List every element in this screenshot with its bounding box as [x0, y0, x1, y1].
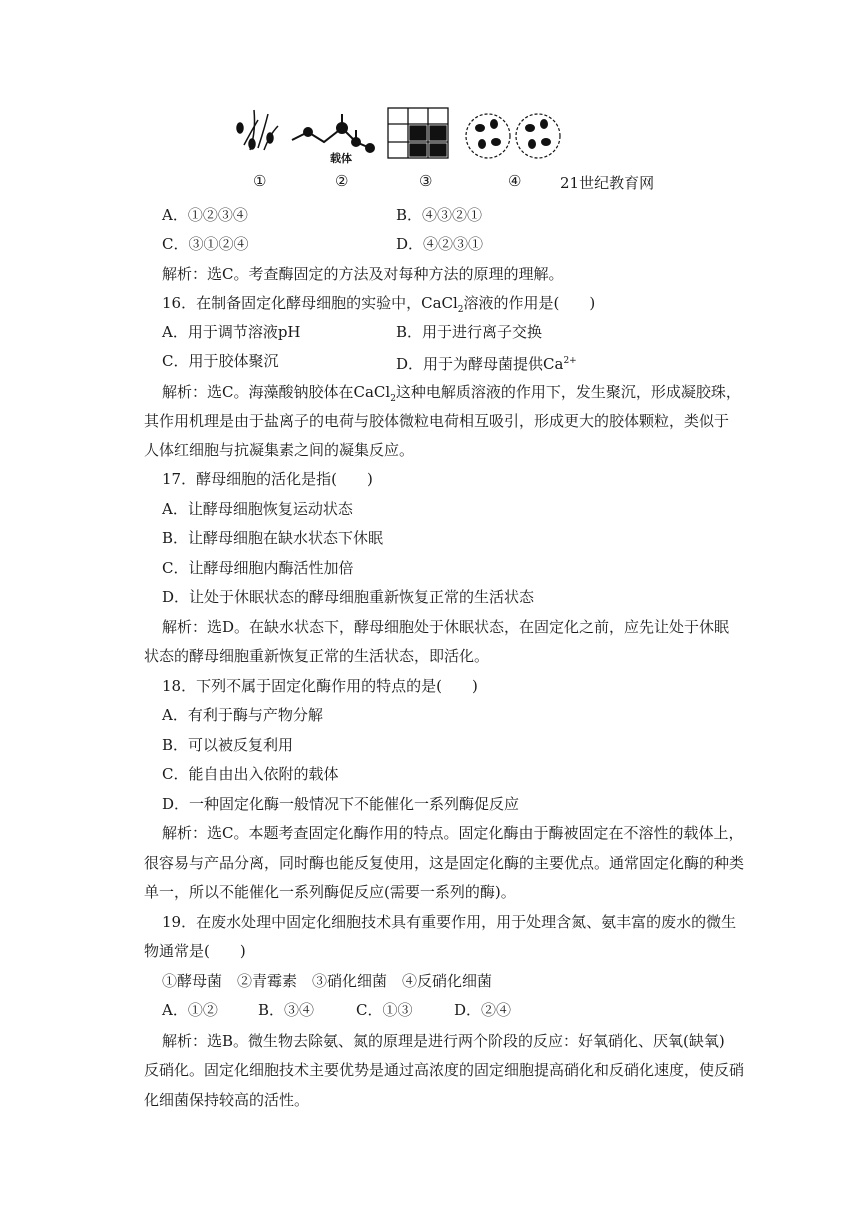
q19-items: ①酵母菌 ②青霉素 ③硝化细菌 ④反硝化细菌	[162, 972, 493, 990]
figure-label-4: ④	[508, 172, 522, 190]
q17-stem: 17．酵母细胞的活化是指( )	[162, 470, 373, 488]
q15-analysis: 解析：选C。考查酶固定的方法及对每种方法的原理的理解。	[162, 265, 564, 283]
q16-option-d: D．用于为酵母菌提供$Ca^{2+}$	[396, 355, 577, 373]
q17-analysis-line2: 状态的酵母细胞重新恢复正常的生活状态，即活化。	[144, 647, 490, 665]
q19-analysis-line1: 解析：选B。微生物去除氨、氮的原理是进行两个阶段的反应：好氧硝化、厌氧(缺氧)	[162, 1032, 725, 1050]
carrier-label: 载体	[330, 152, 352, 165]
q18-option-b: B．可以被反复利用	[162, 736, 294, 754]
figure-label-1: ①	[253, 172, 267, 190]
q16-analysis-line1: 解析：选C。海藻酸钠胶体在CaCl$_2$这种电解质溶液的作用下，发生聚沉，形成凝胶珠，	[162, 383, 741, 404]
q16-analysis-line2: 其作用机理是由于盐离子的电荷与胶体微粒电荷相互吸引，形成更大的胶体颗粒，类似于	[144, 412, 730, 430]
q16-option-b: B．用于进行离子交换	[396, 323, 543, 341]
q17-option-c: C．让酵母细胞内酶活性加倍	[162, 559, 354, 577]
q19-option-d: D．②④	[454, 1001, 512, 1019]
q18-analysis-line2: 很容易与产品分离，同时酶也能反复使用，这是固定化酶的主要优点。通常固定化酶的种类	[144, 854, 745, 872]
enzyme-immobilization-figure	[230, 100, 570, 180]
q16-option-c: C．用于胶体聚沉	[162, 352, 279, 370]
q19-analysis-line2: 反硝化。固定化细胞技术主要优势是通过高浓度的固定细胞提高硝化和反硝化速度，使反硝	[144, 1061, 745, 1079]
q17-option-d: D．让处于休眠状态的酵母细胞重新恢复正常的生活状态	[162, 588, 535, 606]
q18-option-d: D．一种固定化酶一般情况下不能催化一系列酶促反应	[162, 795, 520, 813]
q19-option-b: B．③④	[258, 1001, 315, 1019]
q19-stem-line2: 物通常是( )	[144, 942, 246, 960]
q18-option-a: A．有利于酶与产物分解	[162, 706, 323, 724]
q18-stem: 18．下列不属于固定化酶作用的特点的是( )	[162, 677, 478, 695]
q15-option-d: D．④②③①	[396, 235, 484, 253]
figure-label-3: ③	[419, 172, 433, 190]
q19-option-c: C．①③	[356, 1001, 413, 1019]
q16-option-a: A．用于调节溶液pH	[162, 323, 301, 341]
figure-label-2: ②	[335, 172, 349, 190]
q18-option-c: C．能自由出入依附的载体	[162, 765, 339, 783]
method-1-drawing	[237, 110, 278, 150]
method-3-drawing	[388, 108, 448, 158]
q16-analysis-line3: 人体红细胞与抗凝集素之间的凝集反应。	[144, 441, 415, 459]
q17-analysis-line1: 解析：选D。在缺水状态下，酵母细胞处于休眠状态，在固定化之前，应先让处于休眠	[162, 618, 730, 636]
q16-stem: 16．在制备固定化酵母细胞的实验中，CaCl$_2$溶液的作用是( )	[162, 294, 596, 315]
q18-analysis-line3: 单一，所以不能催化一系列酶促反应(需要一系列的酶)。	[144, 883, 516, 901]
q19-analysis-line3: 化细菌保持较高的活性。	[144, 1091, 310, 1109]
q19-stem-line1: 19．在废水处理中固定化细胞技术具有重要作用，用于处理含氮、氨丰富的废水的微生	[162, 913, 737, 931]
method-4-drawing	[466, 114, 560, 158]
q17-option-b: B．让酵母细胞在缺水状态下休眠	[162, 529, 384, 547]
q15-option-b: B．④③②①	[396, 206, 483, 224]
q15-option-a: A．①②③④	[162, 206, 248, 224]
q17-option-a: A．让酵母细胞恢复运动状态	[162, 500, 353, 518]
watermark: 21世纪教育网	[560, 174, 655, 192]
method-2-drawing	[292, 114, 374, 152]
q15-option-c: C．③①②④	[162, 235, 249, 253]
q18-analysis-line1: 解析：选C。本题考查固定化酶作用的特点。固定化酶由于酶被固定在不溶性的载体上，	[162, 824, 744, 842]
q19-option-a: A．①②	[162, 1001, 218, 1019]
